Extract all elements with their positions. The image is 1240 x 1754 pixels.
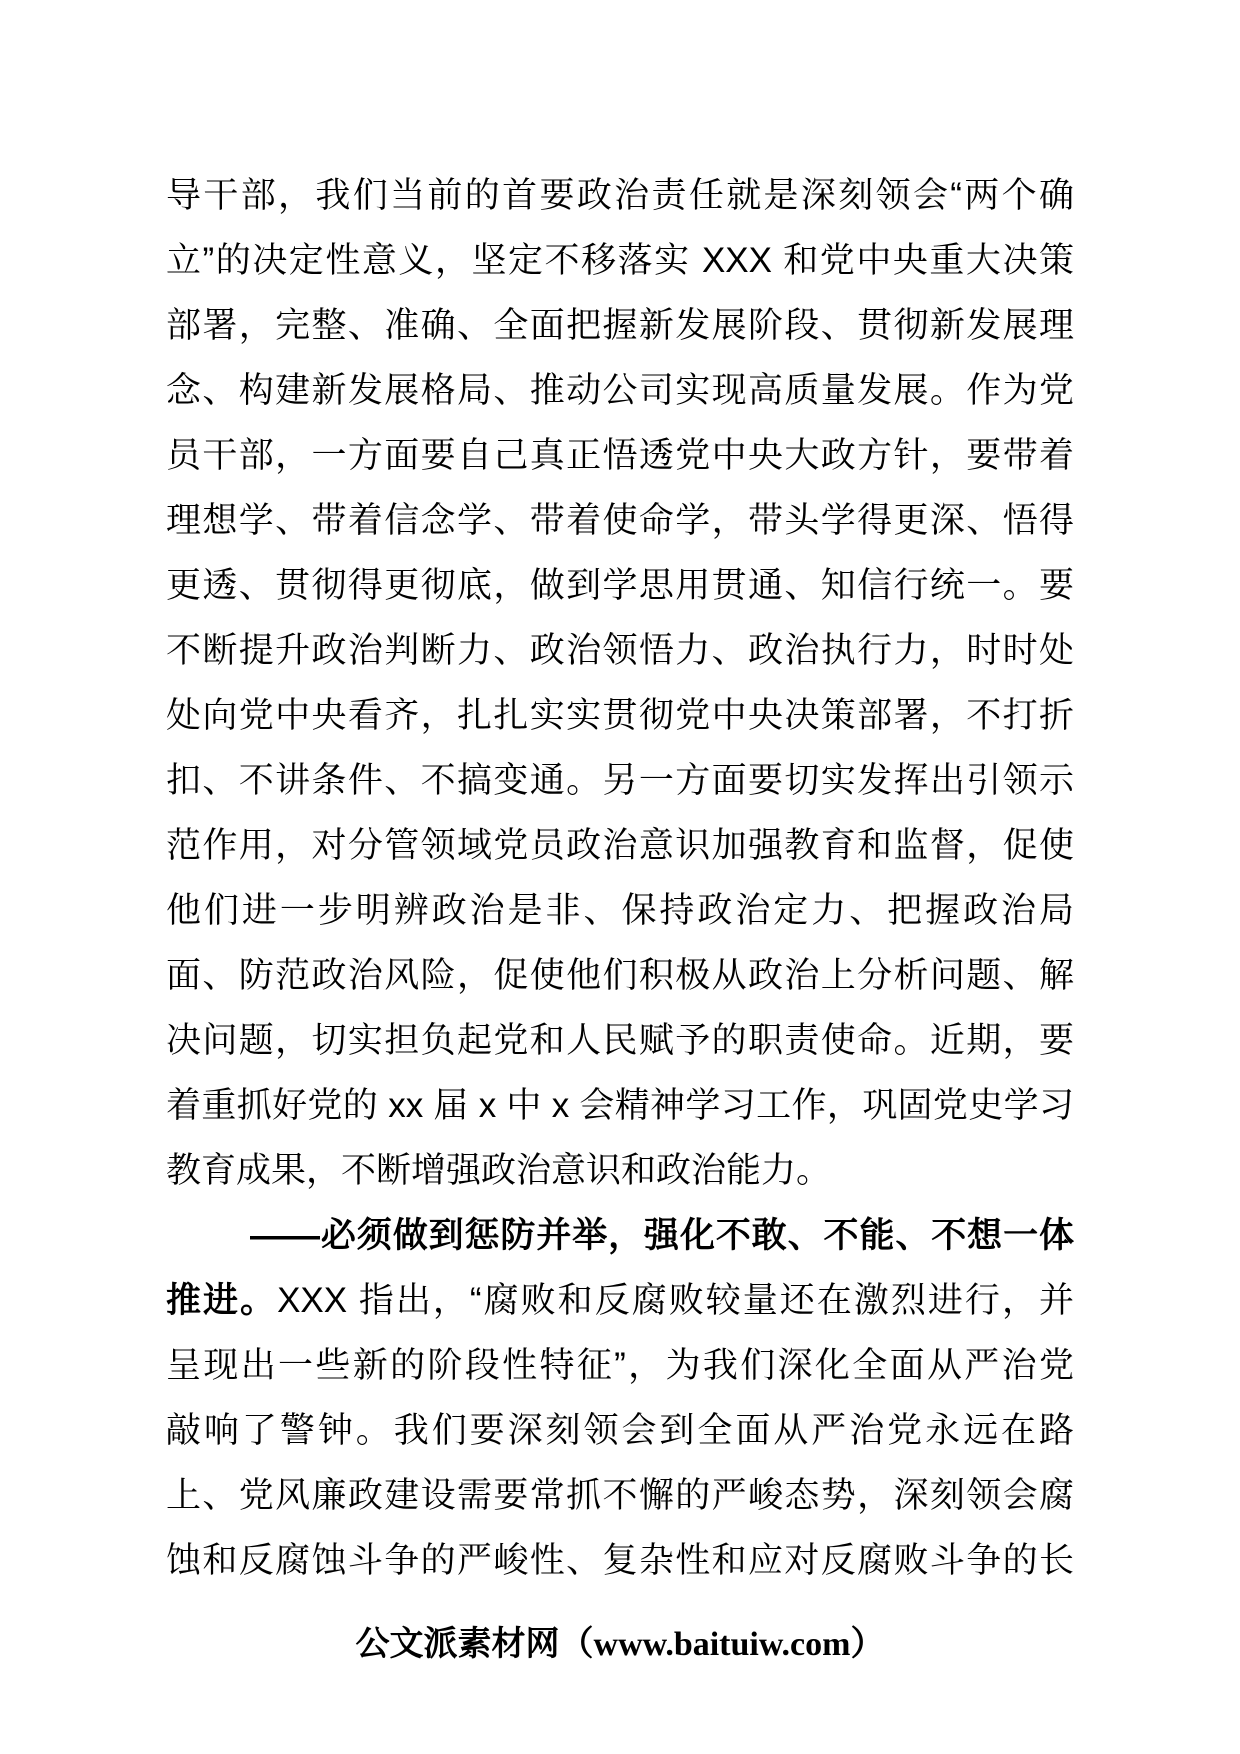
text-line (166, 813, 1074, 878)
text-segment: 面、防范政治风险，促使他们积极从政治上分析问题、解 (166, 956, 1074, 995)
text-line (166, 488, 1074, 553)
text-line (166, 1268, 1074, 1333)
text-line (166, 878, 1074, 943)
text-segment: 教育成果，不断增强政治意识和政治能力。 (166, 1151, 832, 1190)
text-line (166, 943, 1074, 1008)
text-line (166, 423, 1074, 488)
text-segment: 部署，完整、准确、全面把握新发展阶段、贯彻新发展理 (166, 306, 1074, 345)
text-segment: 范作用，对分管领域党员政治意识加强教育和监督，促使 (166, 826, 1074, 865)
text-segment: 立”的决定性意义，坚定不移落实 XXX 和党中央重大决策 (166, 241, 1074, 280)
text-line (166, 683, 1074, 748)
text-line (166, 358, 1074, 423)
footer-text: 公文派素材网（www.baituiw.com） (355, 1626, 885, 1663)
document-body (166, 163, 1074, 1593)
text-line (166, 553, 1074, 618)
text-line (166, 293, 1074, 358)
text-line (166, 163, 1074, 228)
text-line (166, 1463, 1074, 1528)
text-segment: 推进。 (166, 1281, 278, 1320)
text-segment: 着重抓好党的 xx 届 x 中 x 会精神学习工作，巩固党史学习 (166, 1086, 1074, 1125)
text-segment: 上、党风廉政建设需要常抓不懈的严峻态势，深刻领会腐 (166, 1476, 1074, 1515)
text-segment: 呈现出一些新的阶段性特征”，为我们深化全面从严治党 (166, 1346, 1074, 1385)
text-segment: 导干部，我们当前的首要政治责任就是深刻领会“两个确 (166, 176, 1074, 215)
text-segment: 敲响了警钟。我们要深刻领会到全面从严治党永远在路 (166, 1411, 1074, 1450)
page-footer (0, 1612, 1240, 1677)
text-line (166, 1528, 1074, 1593)
text-line (166, 1138, 1074, 1203)
text-segment: 扣、不讲条件、不搞变通。另一方面要切实发挥出引领示 (166, 761, 1074, 800)
text-segment: 员干部，一方面要自己真正悟透党中央大政方针，要带着 (166, 436, 1074, 475)
text-segment: XXX 指出，“腐败和反腐败较量还在激烈进行，并 (277, 1281, 1074, 1320)
text-segment: 处向党中央看齐，扎扎实实贯彻党中央决策部署，不打折 (166, 696, 1074, 735)
text-line (166, 1333, 1074, 1398)
text-line (166, 1398, 1074, 1463)
text-segment: 蚀和反腐蚀斗争的严峻性、复杂性和应对反腐败斗争的长 (166, 1541, 1074, 1580)
text-line (166, 228, 1074, 293)
text-segment: 他们进一步明辨政治是非、保持政治定力、把握政治局 (166, 891, 1074, 930)
text-segment: 理想学、带着信念学、带着使命学，带头学得更深、悟得 (166, 501, 1074, 540)
text-line (166, 1073, 1074, 1138)
text-line (166, 1203, 1074, 1268)
text-line (166, 1008, 1074, 1073)
text-segment: 念、构建新发展格局、推动公司实现高质量发展。作为党 (166, 371, 1074, 410)
text-segment: 不断提升政治判断力、政治领悟力、政治执行力，时时处 (166, 631, 1074, 670)
text-segment: ——必须做到惩防并举，强化不敢、不能、不想一体 (250, 1216, 1074, 1255)
text-line (166, 618, 1074, 683)
text-segment: 决问题，切实担负起党和人民赋予的职责使命。近期，要 (166, 1021, 1074, 1060)
text-segment: 更透、贯彻得更彻底，做到学思用贯通、知信行统一。要 (166, 566, 1074, 605)
text-line (166, 748, 1074, 813)
